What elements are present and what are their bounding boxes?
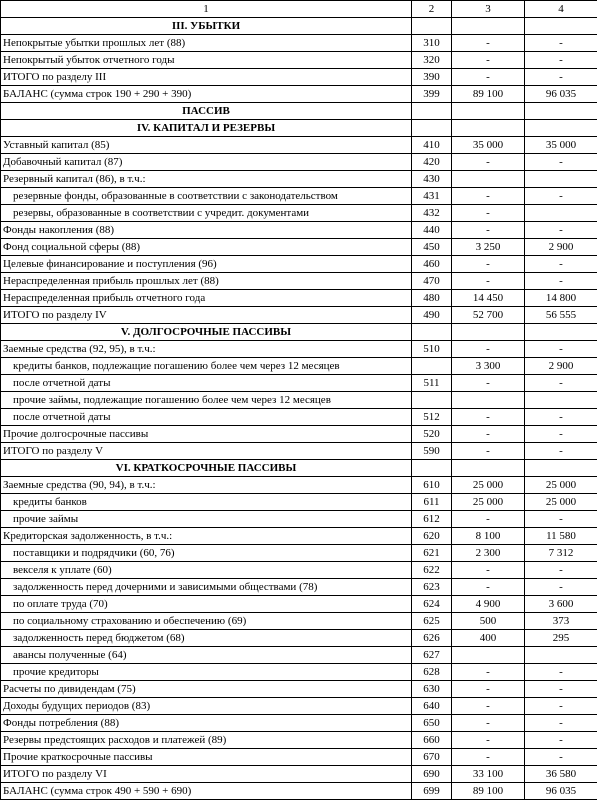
item-row (1, 171, 597, 188)
value-end (525, 171, 597, 188)
row-label: прочие займы (1, 511, 412, 528)
value-start: - (452, 205, 525, 222)
value-end: - (525, 154, 597, 171)
value-start: - (452, 732, 525, 749)
value-start: 52 700 (452, 307, 525, 324)
empty-cell (525, 103, 597, 120)
value-start: - (452, 375, 525, 392)
line-code: 431 (412, 188, 452, 205)
line-code (412, 392, 452, 409)
value-end: - (525, 69, 597, 86)
value-end: - (525, 732, 597, 749)
row-label: Фонды накопления (88) (1, 222, 412, 239)
value-start: - (452, 443, 525, 460)
line-code: 450 (412, 239, 452, 256)
row-label: Уставный капитал (85) (1, 137, 412, 154)
row-label: ИТОГО по разделу VI (1, 766, 412, 783)
value-start: - (452, 341, 525, 358)
item-row (1, 766, 597, 783)
item-row (1, 86, 597, 103)
value-start: 500 (452, 613, 525, 630)
line-code: 320 (412, 52, 452, 69)
value-end: - (525, 698, 597, 715)
item-row (1, 698, 597, 715)
sub-item-row (1, 409, 597, 426)
item-row (1, 341, 597, 358)
value-start: - (452, 69, 525, 86)
item-row (1, 477, 597, 494)
row-label: задолженность перед бюджетом (68) (1, 630, 412, 647)
value-end (525, 205, 597, 222)
row-label: Прочие долгосрочные пассивы (1, 426, 412, 443)
value-end: 373 (525, 613, 597, 630)
item-row (1, 52, 597, 69)
row-label: Нераспределенная прибыль прошлых лет (88) (1, 273, 412, 290)
line-code: 612 (412, 511, 452, 528)
line-code: 390 (412, 69, 452, 86)
value-start: - (452, 35, 525, 52)
value-start: - (452, 511, 525, 528)
row-label: Непокрытые убытки прошлых лет (88) (1, 35, 412, 52)
value-end: - (525, 426, 597, 443)
value-start: - (452, 273, 525, 290)
row-label: Кредиторская задолженность, в т.ч.: (1, 528, 412, 545)
section-title: III. УБЫТКИ (1, 18, 412, 35)
row-label: Нераспределенная прибыль отчетного года (1, 290, 412, 307)
sub-item-row (1, 545, 597, 562)
value-end: - (525, 256, 597, 273)
empty-cell (412, 324, 452, 341)
section-header-row (1, 103, 597, 120)
value-end: 11 580 (525, 528, 597, 545)
item-row (1, 69, 597, 86)
sub-item-row (1, 562, 597, 579)
value-start: - (452, 222, 525, 239)
value-start: 25 000 (452, 477, 525, 494)
value-end: - (525, 579, 597, 596)
line-code: 630 (412, 681, 452, 698)
empty-cell (452, 460, 525, 477)
empty-cell (412, 18, 452, 35)
row-label: Заемные средства (90, 94), в т.ч.: (1, 477, 412, 494)
line-code: 623 (412, 579, 452, 596)
section-header-row (1, 120, 597, 137)
item-row (1, 273, 597, 290)
line-code: 628 (412, 664, 452, 681)
item-row (1, 749, 597, 766)
balance-sheet-body (1, 1, 597, 800)
line-code: 622 (412, 562, 452, 579)
value-start: 25 000 (452, 494, 525, 511)
value-start: 14 450 (452, 290, 525, 307)
value-start (452, 171, 525, 188)
sub-item-row (1, 188, 597, 205)
line-code: 490 (412, 307, 452, 324)
sub-item-row (1, 511, 597, 528)
empty-cell (525, 120, 597, 137)
column-number-4: 4 (525, 1, 597, 18)
column-number-row (1, 1, 597, 18)
line-code: 510 (412, 341, 452, 358)
line-code: 625 (412, 613, 452, 630)
item-row (1, 290, 597, 307)
line-code: 627 (412, 647, 452, 664)
column-number-2: 2 (412, 1, 452, 18)
row-label: кредиты банков, подлежащие погашению более чем через 12 месяцев (1, 358, 412, 375)
section-title: IV. КАПИТАЛ И РЕЗЕРВЫ (1, 120, 412, 137)
value-end: - (525, 35, 597, 52)
value-end (525, 392, 597, 409)
empty-cell (525, 324, 597, 341)
row-label: прочие кредиторы (1, 664, 412, 681)
row-label: Целевые финансирование и поступления (96) (1, 256, 412, 273)
value-end: - (525, 409, 597, 426)
empty-cell (525, 460, 597, 477)
item-row (1, 528, 597, 545)
line-code: 620 (412, 528, 452, 545)
item-row (1, 715, 597, 732)
row-label: кредиты банков (1, 494, 412, 511)
value-start: - (452, 409, 525, 426)
row-label: Фонд социальной сферы (88) (1, 239, 412, 256)
line-code: 670 (412, 749, 452, 766)
line-code: 621 (412, 545, 452, 562)
row-label: после отчетной даты (1, 375, 412, 392)
sub-item-row (1, 494, 597, 511)
line-code: 520 (412, 426, 452, 443)
row-label: Доходы будущих периодов (83) (1, 698, 412, 715)
row-label: Резервный капитал (86), в т.ч.: (1, 171, 412, 188)
sub-item-row (1, 596, 597, 613)
item-row (1, 256, 597, 273)
value-end: - (525, 273, 597, 290)
value-start (452, 392, 525, 409)
item-row (1, 239, 597, 256)
value-end: - (525, 715, 597, 732)
section-header-row (1, 324, 597, 341)
value-start: - (452, 698, 525, 715)
item-row (1, 307, 597, 324)
empty-cell (452, 18, 525, 35)
value-end: - (525, 562, 597, 579)
value-end: 2 900 (525, 239, 597, 256)
value-end: - (525, 511, 597, 528)
line-code: 511 (412, 375, 452, 392)
line-code: 399 (412, 86, 452, 103)
value-end: 56 555 (525, 307, 597, 324)
sub-item-row (1, 630, 597, 647)
row-label: по оплате труда (70) (1, 596, 412, 613)
value-start: - (452, 579, 525, 596)
line-code: 480 (412, 290, 452, 307)
row-label: резервы, образованные в соответствии с учредит. документами (1, 205, 412, 222)
value-end: 3 600 (525, 596, 597, 613)
value-start: - (452, 715, 525, 732)
line-code: 610 (412, 477, 452, 494)
sub-item-row (1, 664, 597, 681)
column-number-3: 3 (452, 1, 525, 18)
value-end: 14 800 (525, 290, 597, 307)
sub-item-row (1, 613, 597, 630)
line-code: 432 (412, 205, 452, 222)
item-row (1, 137, 597, 154)
line-code: 310 (412, 35, 452, 52)
value-start: - (452, 256, 525, 273)
line-code: 640 (412, 698, 452, 715)
value-end: - (525, 188, 597, 205)
sub-item-row (1, 358, 597, 375)
value-start: 2 300 (452, 545, 525, 562)
line-code: 650 (412, 715, 452, 732)
value-start: - (452, 188, 525, 205)
value-end: - (525, 375, 597, 392)
value-end: - (525, 443, 597, 460)
value-start: 3 300 (452, 358, 525, 375)
row-label: резервные фонды, образованные в соответствии с законодательством (1, 188, 412, 205)
value-end: - (525, 222, 597, 239)
value-start: - (452, 426, 525, 443)
value-start: 89 100 (452, 783, 525, 800)
row-label: поставщики и подрядчики (60, 76) (1, 545, 412, 562)
line-code: 430 (412, 171, 452, 188)
line-code: 660 (412, 732, 452, 749)
line-code: 440 (412, 222, 452, 239)
empty-cell (452, 103, 525, 120)
section-title: V. ДОЛГОСРОЧНЫЕ ПАССИВЫ (1, 324, 412, 341)
value-start: 8 100 (452, 528, 525, 545)
value-end: - (525, 681, 597, 698)
value-start: - (452, 749, 525, 766)
value-end: - (525, 664, 597, 681)
item-row (1, 443, 597, 460)
column-number-1: 1 (1, 1, 412, 18)
row-label: Расчеты по дивидендам (75) (1, 681, 412, 698)
line-code: 512 (412, 409, 452, 426)
value-end: 96 035 (525, 783, 597, 800)
value-end: 2 900 (525, 358, 597, 375)
section-title: VI. КРАТКОСРОЧНЫЕ ПАССИВЫ (1, 460, 412, 477)
item-row (1, 732, 597, 749)
row-label: ИТОГО по разделу III (1, 69, 412, 86)
line-code: 590 (412, 443, 452, 460)
value-start: 89 100 (452, 86, 525, 103)
row-label: после отчетной даты (1, 409, 412, 426)
line-code: 410 (412, 137, 452, 154)
value-start (452, 647, 525, 664)
line-code: 420 (412, 154, 452, 171)
row-label: БАЛАНС (сумма строк 490 + 590 + 690) (1, 783, 412, 800)
value-end: - (525, 341, 597, 358)
value-start: 400 (452, 630, 525, 647)
value-start: 4 900 (452, 596, 525, 613)
section-title: ПАССИВ (1, 103, 412, 120)
sub-item-row (1, 375, 597, 392)
line-code: 699 (412, 783, 452, 800)
row-label: ИТОГО по разделу IV (1, 307, 412, 324)
value-end: 35 000 (525, 137, 597, 154)
value-start: - (452, 681, 525, 698)
value-end: 96 035 (525, 86, 597, 103)
value-end: 295 (525, 630, 597, 647)
row-label: прочие займы, подлежащие погашению более чем через 12 месяцев (1, 392, 412, 409)
value-end: 25 000 (525, 477, 597, 494)
line-code (412, 358, 452, 375)
item-row (1, 222, 597, 239)
section-header-row (1, 460, 597, 477)
row-label: БАЛАНС (сумма строк 190 + 290 + 390) (1, 86, 412, 103)
value-start: 3 250 (452, 239, 525, 256)
row-label: ИТОГО по разделу V (1, 443, 412, 460)
row-label: Добавочный капитал (87) (1, 154, 412, 171)
value-end: - (525, 749, 597, 766)
line-code: 611 (412, 494, 452, 511)
row-label: авансы полученные (64) (1, 647, 412, 664)
value-start: - (452, 664, 525, 681)
line-code: 690 (412, 766, 452, 783)
row-label: задолженность перед дочерними и зависимыми обществами (78) (1, 579, 412, 596)
section-header-row (1, 18, 597, 35)
sub-item-row (1, 205, 597, 222)
value-start: - (452, 154, 525, 171)
value-end: 25 000 (525, 494, 597, 511)
empty-cell (412, 460, 452, 477)
value-start: 35 000 (452, 137, 525, 154)
line-code: 624 (412, 596, 452, 613)
empty-cell (412, 120, 452, 137)
row-label: по социальному страхованию и обеспечению (69) (1, 613, 412, 630)
empty-cell (525, 18, 597, 35)
item-row (1, 154, 597, 171)
line-code: 626 (412, 630, 452, 647)
row-label: векселя к уплате (60) (1, 562, 412, 579)
value-end: 36 580 (525, 766, 597, 783)
item-row (1, 783, 597, 800)
value-end: 7 312 (525, 545, 597, 562)
item-row (1, 681, 597, 698)
row-label: Непокрытый убыток отчетного годы (1, 52, 412, 69)
line-code: 460 (412, 256, 452, 273)
row-label: Фонды потребления (88) (1, 715, 412, 732)
empty-cell (452, 120, 525, 137)
empty-cell (452, 324, 525, 341)
value-end (525, 647, 597, 664)
row-label: Резервы предстоящих расходов и платежей (89) (1, 732, 412, 749)
sub-item-row (1, 392, 597, 409)
item-row (1, 35, 597, 52)
row-label: Прочие краткосрочные пассивы (1, 749, 412, 766)
value-start: - (452, 52, 525, 69)
item-row (1, 426, 597, 443)
value-end: - (525, 52, 597, 69)
sub-item-row (1, 579, 597, 596)
line-code: 470 (412, 273, 452, 290)
empty-cell (412, 103, 452, 120)
sub-item-row (1, 647, 597, 664)
value-start: 33 100 (452, 766, 525, 783)
row-label: Заемные средства (92, 95), в т.ч.: (1, 341, 412, 358)
value-start: - (452, 562, 525, 579)
